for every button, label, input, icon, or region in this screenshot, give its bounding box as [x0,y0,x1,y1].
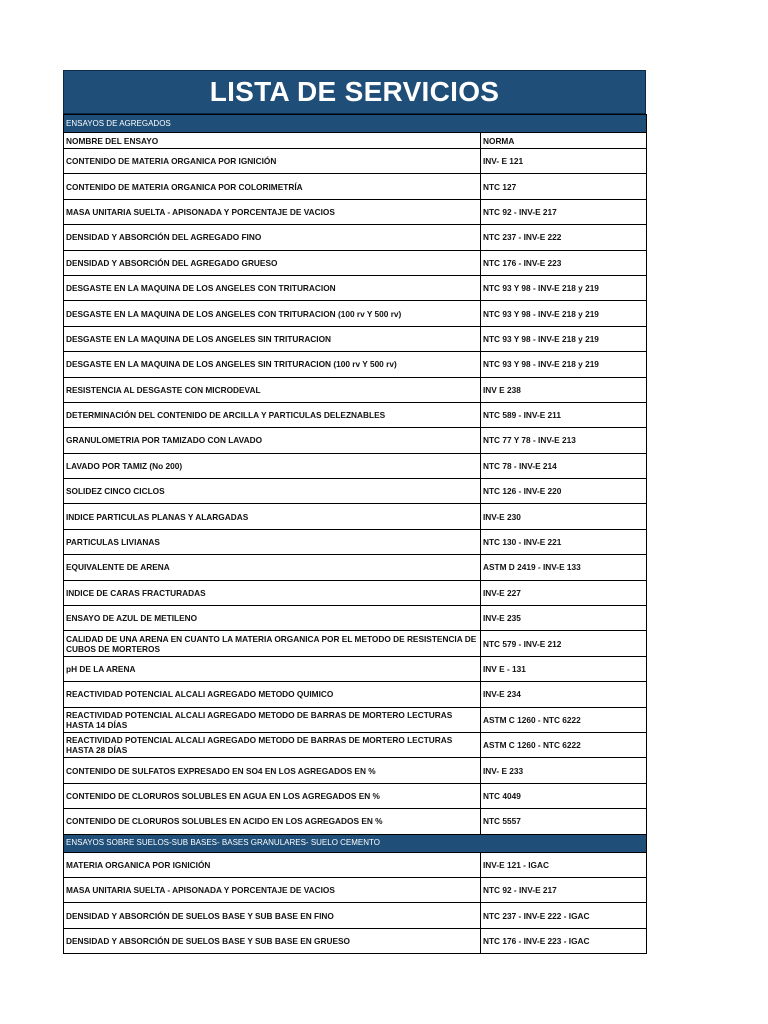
test-name-cell: MATERIA ORGANICA POR IGNICIÓN [64,852,481,877]
table-row [64,928,647,953]
table-row [64,174,647,199]
table-row [64,479,647,504]
test-name-cell: pH DE LA ARENA [64,656,481,681]
table-row [64,250,647,275]
norm-cell: NTC 176 - INV-E 223 - IGAC [481,928,647,953]
norm-cell: NTC 237 - INV-E 222 [481,225,647,250]
norm-cell: NTC 4049 [481,783,647,808]
norm-cell: NTC 126 - INV-E 220 [481,479,647,504]
section-title: ENSAYOS SOBRE SUELOS-SUB BASES- BASES GRANULARES- SUELO CEMENTO [64,834,647,852]
table-row [64,301,647,326]
table-row [64,732,647,757]
test-name-cell: REACTIVIDAD POTENCIAL ALCALI AGREGADO METODO QUIMICO [64,682,481,707]
norm-cell: INV E 238 [481,377,647,402]
norm-cell: NTC 77 Y 78 - INV-E 213 [481,428,647,453]
norm-cell: ASTM C 1260 - NTC 6222 [481,707,647,732]
test-name-cell: DENSIDAD Y ABSORCIÓN DEL AGREGADO FINO [64,225,481,250]
norm-cell: NTC 93 Y 98 - INV-E 218 y 219 [481,275,647,300]
table-row [64,199,647,224]
test-name-cell: RESISTENCIA AL DESGASTE CON MICRODEVAL [64,377,481,402]
norm-cell: INV E - 131 [481,656,647,681]
table-row [64,326,647,351]
norm-cell: NTC 92 - INV-E 217 [481,877,647,902]
test-name-cell: CONTENIDO DE CLORUROS SOLUBLES EN AGUA EN LOS AGREGADOS EN % [64,783,481,808]
norm-cell: NTC 92 - INV-E 217 [481,199,647,224]
services-table [63,114,647,954]
test-name-cell: CALIDAD DE UNA ARENA EN CUANTO LA MATERIA ORGANICA POR EL METODO DE RESISTENCIA DE CUBOS DE MORTEROS [64,631,481,656]
table-row [64,903,647,928]
test-name-cell: DESGASTE EN LA MAQUINA DE LOS ANGELES SIN TRITURACION (100 rv Y 500 rv) [64,352,481,377]
norm-cell: INV-E 234 [481,682,647,707]
norm-cell: INV- E 121 [481,149,647,174]
service-list-sheet [63,70,646,954]
norm-cell: INV-E 235 [481,606,647,631]
norm-cell: NTC 589 - INV-E 211 [481,402,647,427]
services-table-body [64,115,647,954]
test-name-cell: CONTENIDO DE MATERIA ORGANICA POR IGNICIÓN [64,149,481,174]
test-name-cell: DENSIDAD Y ABSORCIÓN DE SUELOS BASE Y SUB BASE EN FINO [64,903,481,928]
table-row [64,606,647,631]
test-name-cell: CONTENIDO DE MATERIA ORGANICA POR COLORIMETRÍA [64,174,481,199]
table-row [64,758,647,783]
table-row [64,453,647,478]
table-row [64,682,647,707]
test-name-cell: DESGASTE EN LA MAQUINA DE LOS ANGELES CON TRITURACION [64,275,481,300]
table-row [64,877,647,902]
norm-cell: NTC 93 Y 98 - INV-E 218 y 219 [481,301,647,326]
table-row [64,809,647,834]
test-name-cell: DENSIDAD Y ABSORCIÓN DEL AGREGADO GRUESO [64,250,481,275]
page-title: LISTA DE SERVICIOS [209,76,500,107]
norm-cell: NTC 93 Y 98 - INV-E 218 y 219 [481,326,647,351]
norm-cell: NTC 130 - INV-E 221 [481,529,647,554]
table-row [64,149,647,174]
test-name-cell: DESGASTE EN LA MAQUINA DE LOS ANGELES SIN TRITURACION [64,326,481,351]
test-name-cell: INDICE DE CARAS FRACTURADAS [64,580,481,605]
column-header-norm: NORMA [481,133,647,149]
norm-cell: NTC 127 [481,174,647,199]
table-row [64,504,647,529]
test-name-cell: INDICE PARTICULAS PLANAS Y ALARGADAS [64,504,481,529]
table-row [64,402,647,427]
test-name-cell: DENSIDAD Y ABSORCIÓN DE SUELOS BASE Y SUB BASE EN GRUESO [64,928,481,953]
test-name-cell: REACTIVIDAD POTENCIAL ALCALI AGREGADO METODO DE BARRAS DE MORTERO LECTURAS HASTA 14 DÍAS [64,707,481,732]
norm-cell: INV-E 230 [481,504,647,529]
test-name-cell: GRANULOMETRIA POR TAMIZADO CON LAVADO [64,428,481,453]
norm-cell: NTC 579 - INV-E 212 [481,631,647,656]
norm-cell: NTC 5557 [481,809,647,834]
norm-cell: INV- E 233 [481,758,647,783]
test-name-cell: PARTICULAS LIVIANAS [64,529,481,554]
norm-cell: NTC 93 Y 98 - INV-E 218 y 219 [481,352,647,377]
norm-cell: NTC 176 - INV-E 223 [481,250,647,275]
test-name-cell: SOLIDEZ CINCO CICLOS [64,479,481,504]
column-header-name: NOMBRE DEL ENSAYO [64,133,481,149]
column-header-row [64,133,647,149]
test-name-cell: MASA UNITARIA SUELTA - APISONADA Y PORCENTAJE DE VACIOS [64,877,481,902]
table-row [64,352,647,377]
test-name-cell: ENSAYO DE AZUL DE METILENO [64,606,481,631]
norm-cell: ASTM C 1260 - NTC 6222 [481,732,647,757]
table-row [64,783,647,808]
section-header-row [64,115,647,133]
norm-cell: NTC 78 - INV-E 214 [481,453,647,478]
norm-cell: INV-E 121 - IGAC [481,852,647,877]
norm-cell: NTC 237 - INV-E 222 - IGAC [481,903,647,928]
section-header-row [64,834,647,852]
norm-cell: ASTM D 2419 - INV-E 133 [481,555,647,580]
test-name-cell: DESGASTE EN LA MAQUINA DE LOS ANGELES CON TRITURACION (100 rv Y 500 rv) [64,301,481,326]
test-name-cell: CONTENIDO DE CLORUROS SOLUBLES EN ACIDO EN LOS AGREGADOS EN % [64,809,481,834]
table-row [64,555,647,580]
table-row [64,631,647,656]
table-row [64,852,647,877]
test-name-cell: EQUIVALENTE DE ARENA [64,555,481,580]
table-row [64,377,647,402]
section-title: ENSAYOS DE AGREGADOS [64,115,647,133]
table-row [64,707,647,732]
norm-cell: INV-E 227 [481,580,647,605]
test-name-cell: REACTIVIDAD POTENCIAL ALCALI AGREGADO METODO DE BARRAS DE MORTERO LECTURAS HASTA 28 DÍAS [64,732,481,757]
table-row [64,656,647,681]
test-name-cell: DETERMINACIÓN DEL CONTENIDO DE ARCILLA Y PARTICULAS DELEZNABLES [64,402,481,427]
test-name-cell: MASA UNITARIA SUELTA - APISONADA Y PORCENTAJE DE VACIOS [64,199,481,224]
test-name-cell: CONTENIDO DE SULFATOS EXPRESADO EN SO4 EN LOS AGREGADOS EN % [64,758,481,783]
table-row [64,275,647,300]
table-row [64,428,647,453]
title-bar [63,70,646,114]
table-row [64,529,647,554]
table-row [64,580,647,605]
table-row [64,225,647,250]
test-name-cell: LAVADO POR TAMIZ (No 200) [64,453,481,478]
